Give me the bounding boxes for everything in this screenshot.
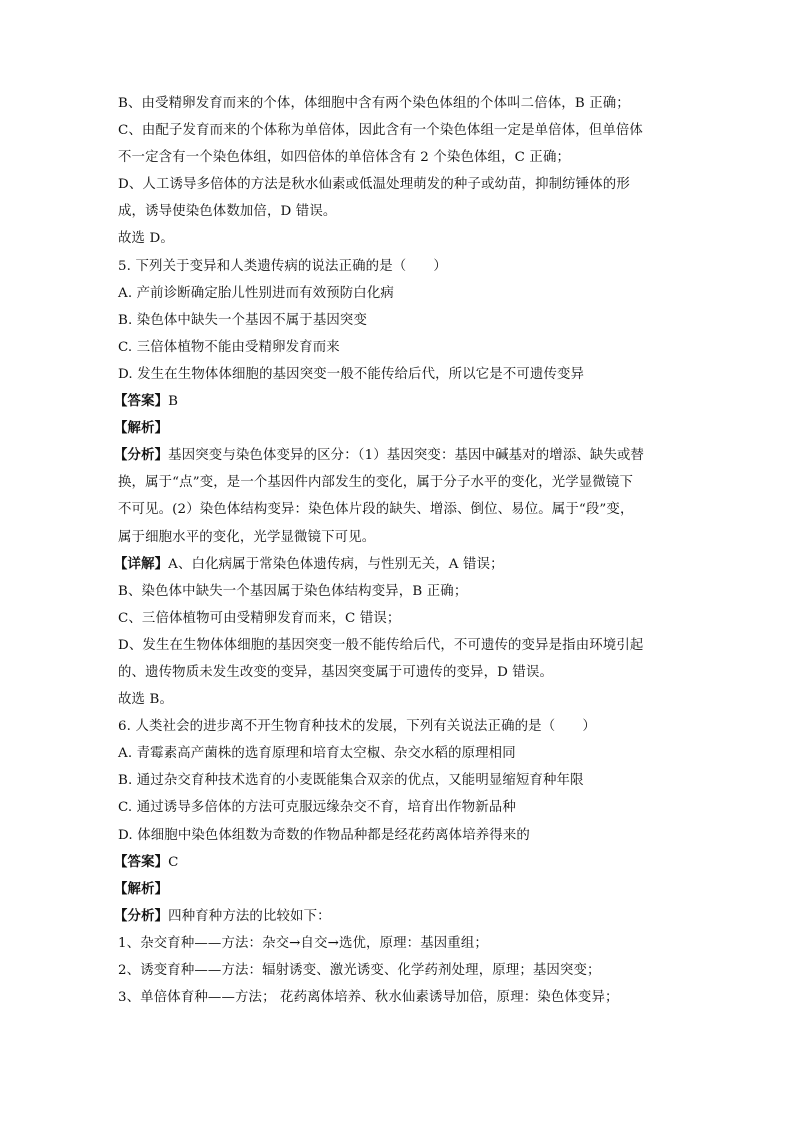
- question-5-answer: [114, 388, 698, 415]
- fenxi-text: 基因突变与染色体变异的区分：（1）基因突变：基因中碱基对的增添、缺失或替: [168, 448, 645, 464]
- answer-tag: 【答案】: [114, 853, 169, 870]
- fenxi-tag: 【分析】: [114, 907, 169, 924]
- question-6-option-b: B. 通过杂交育种技术选育的小麦既能集合双亲的优点，又能明显缩短育种年限: [118, 773, 584, 789]
- fenxi-text: 四种育种方法的比较如下：: [168, 908, 331, 924]
- answer-value: C: [168, 854, 179, 870]
- analysis-tag: 【解析】: [114, 420, 169, 437]
- question-6-option-c: C. 通过诱导多倍体的方法可克服远缘杂交不育，培育出作物新品种: [118, 800, 516, 816]
- question-5-conclusion: 故选 B。: [118, 692, 174, 708]
- question-5-detail-line: C、三倍体植物可由受精卵发育而来，C 错误；: [118, 610, 401, 626]
- question-6-fenxi-line: 2、诱变育种——方法：辐射诱变、激光诱变、化学药剂处理，原理；基因突变；: [118, 963, 601, 978]
- question-6-analysis-heading: [114, 876, 698, 903]
- question-5-stem: 5. 下列关于变异和人类遗传病的说法正确的是（ ）: [118, 258, 447, 274]
- question-5-fenxi-line: 属于细胞水平的变化，光学显微镜下可见。: [118, 529, 376, 545]
- question-5-fenxi-line: 换，属于“点”变，是一个基因件内部发生的变化，属于分子水平的变化，光学显微镜下: [118, 475, 633, 491]
- question-6-fenxi-line: 1、杂交育种——方法：杂交→自交→选优，原理：基因重组；: [118, 935, 488, 951]
- detail-text: A、白化病属于常染色体遗传病，与性别无关，A 错误；: [168, 556, 504, 572]
- question-6-answer: [114, 849, 698, 876]
- question-6-stem: 6. 人类社会的进步离不开生物育种技术的发展，下列有关说法正确的是（ ）: [118, 719, 596, 735]
- question-5-option-d: D. 发生在生物体体细胞的基因突变一般不能传给后代，所以它是不可遗传变异: [118, 366, 585, 382]
- answer-value: B: [168, 394, 179, 410]
- question-5-fenxi-line: 不可见。(2）染色体结构变异：染色体片段的缺失、增添、倒位、易位。属于“段”变，: [118, 502, 634, 518]
- detail-tag: 【详解】: [114, 555, 169, 572]
- question-5-detail-line: 的、遗传物质未发生改变的变异，基因突变属于可遗传的变异，D 错误。: [118, 664, 554, 680]
- question-6-option-d: D. 体细胞中染色体组数为奇数的作物品种都是经花药离体培养得来的: [118, 827, 530, 843]
- text-line: 不一定含有一个染色体组，如四倍体的单倍体含有 2 个染色体组，C 正确；: [118, 150, 571, 166]
- question-6-fenxi-line: 3、单倍体育种——方法； 花药离体培养、秋水仙素诱导加倍，原理：染色体变异；: [118, 990, 619, 1006]
- fenxi-tag: 【分析】: [114, 447, 169, 464]
- question-5-option-c: C. 三倍体植物不能由受精卵发育而来: [118, 339, 340, 355]
- answer-tag: 【答案】: [114, 393, 169, 410]
- question-5-detail-line: [114, 551, 698, 578]
- question-6-option-a: A. 青霉素高产菌株的选育原理和培育太空椒、杂交水稻的原理相同: [118, 746, 516, 762]
- text-line: 成，诱导使染色体数加倍，D 错误。: [118, 204, 337, 220]
- question-5-analysis-heading: [114, 415, 698, 442]
- text-line: D、人工诱导多倍体的方法是秋水仙素或低温处理萌发的种子或幼苗，抑制纺锤体的形: [118, 177, 630, 193]
- analysis-tag: 【解析】: [114, 880, 169, 897]
- question-6-fenxi-line: [114, 903, 698, 930]
- text-line: B、由受精卵发育而来的个体，体细胞中含有两个染色体组的个体叫二倍体，B 正确；: [118, 96, 630, 111]
- text-line: C、由配子发育而来的个体称为单倍体，因此含有一个染色体组一定是单倍体，但单倍体: [118, 123, 643, 139]
- question-5-option-a: A. 产前诊断确定胎儿性别进而有效预防白化病: [118, 285, 394, 301]
- question-5-fenxi-line: [114, 442, 698, 469]
- question-5-option-b: B. 染色体中缺失一个基因不属于基因突变: [118, 312, 367, 328]
- page-content: [114, 90, 698, 1011]
- question-5-detail-line: D、发生在生物体体细胞的基因突变一般不能传给后代，不可遗传的变异是指由环境引起: [118, 637, 644, 653]
- text-line: 故选 D。: [118, 231, 174, 247]
- question-5-detail-line: B、染色体中缺失一个基因属于染色体结构变异，B 正确；: [118, 583, 468, 599]
